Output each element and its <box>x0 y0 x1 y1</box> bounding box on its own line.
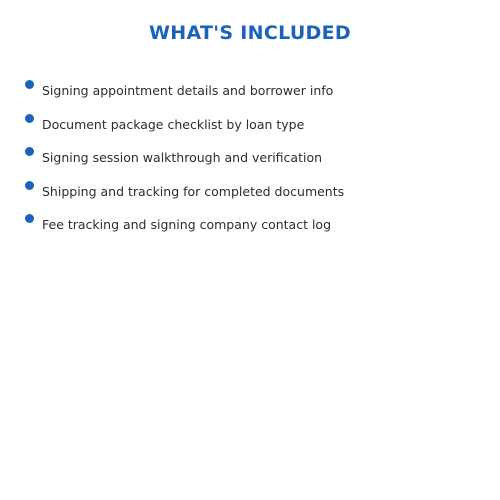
list-item <box>24 179 484 213</box>
list-item-text: Shipping and tracking for completed documents <box>42 183 345 199</box>
list-item-text: Document package checklist by loan type <box>42 116 305 132</box>
list-item-text: Signing session walkthrough and verification <box>42 150 323 165</box>
bullet-dot-icon <box>25 181 34 190</box>
list-item <box>24 145 484 179</box>
list-item-text: Signing appointment details and borrower info <box>42 83 334 98</box>
bullet-dot-icon <box>25 114 34 123</box>
bullet-dot-icon <box>25 214 34 223</box>
feature-list <box>24 78 484 246</box>
section-title: WHAT'S INCLUDED <box>149 22 351 44</box>
list-item <box>24 112 484 146</box>
list-item-text: Fee tracking and signing company contact log <box>42 217 332 232</box>
list-item <box>24 78 484 112</box>
bullet-dot-icon <box>25 147 34 156</box>
list-item <box>24 212 484 246</box>
bullet-dot-icon <box>25 80 34 89</box>
